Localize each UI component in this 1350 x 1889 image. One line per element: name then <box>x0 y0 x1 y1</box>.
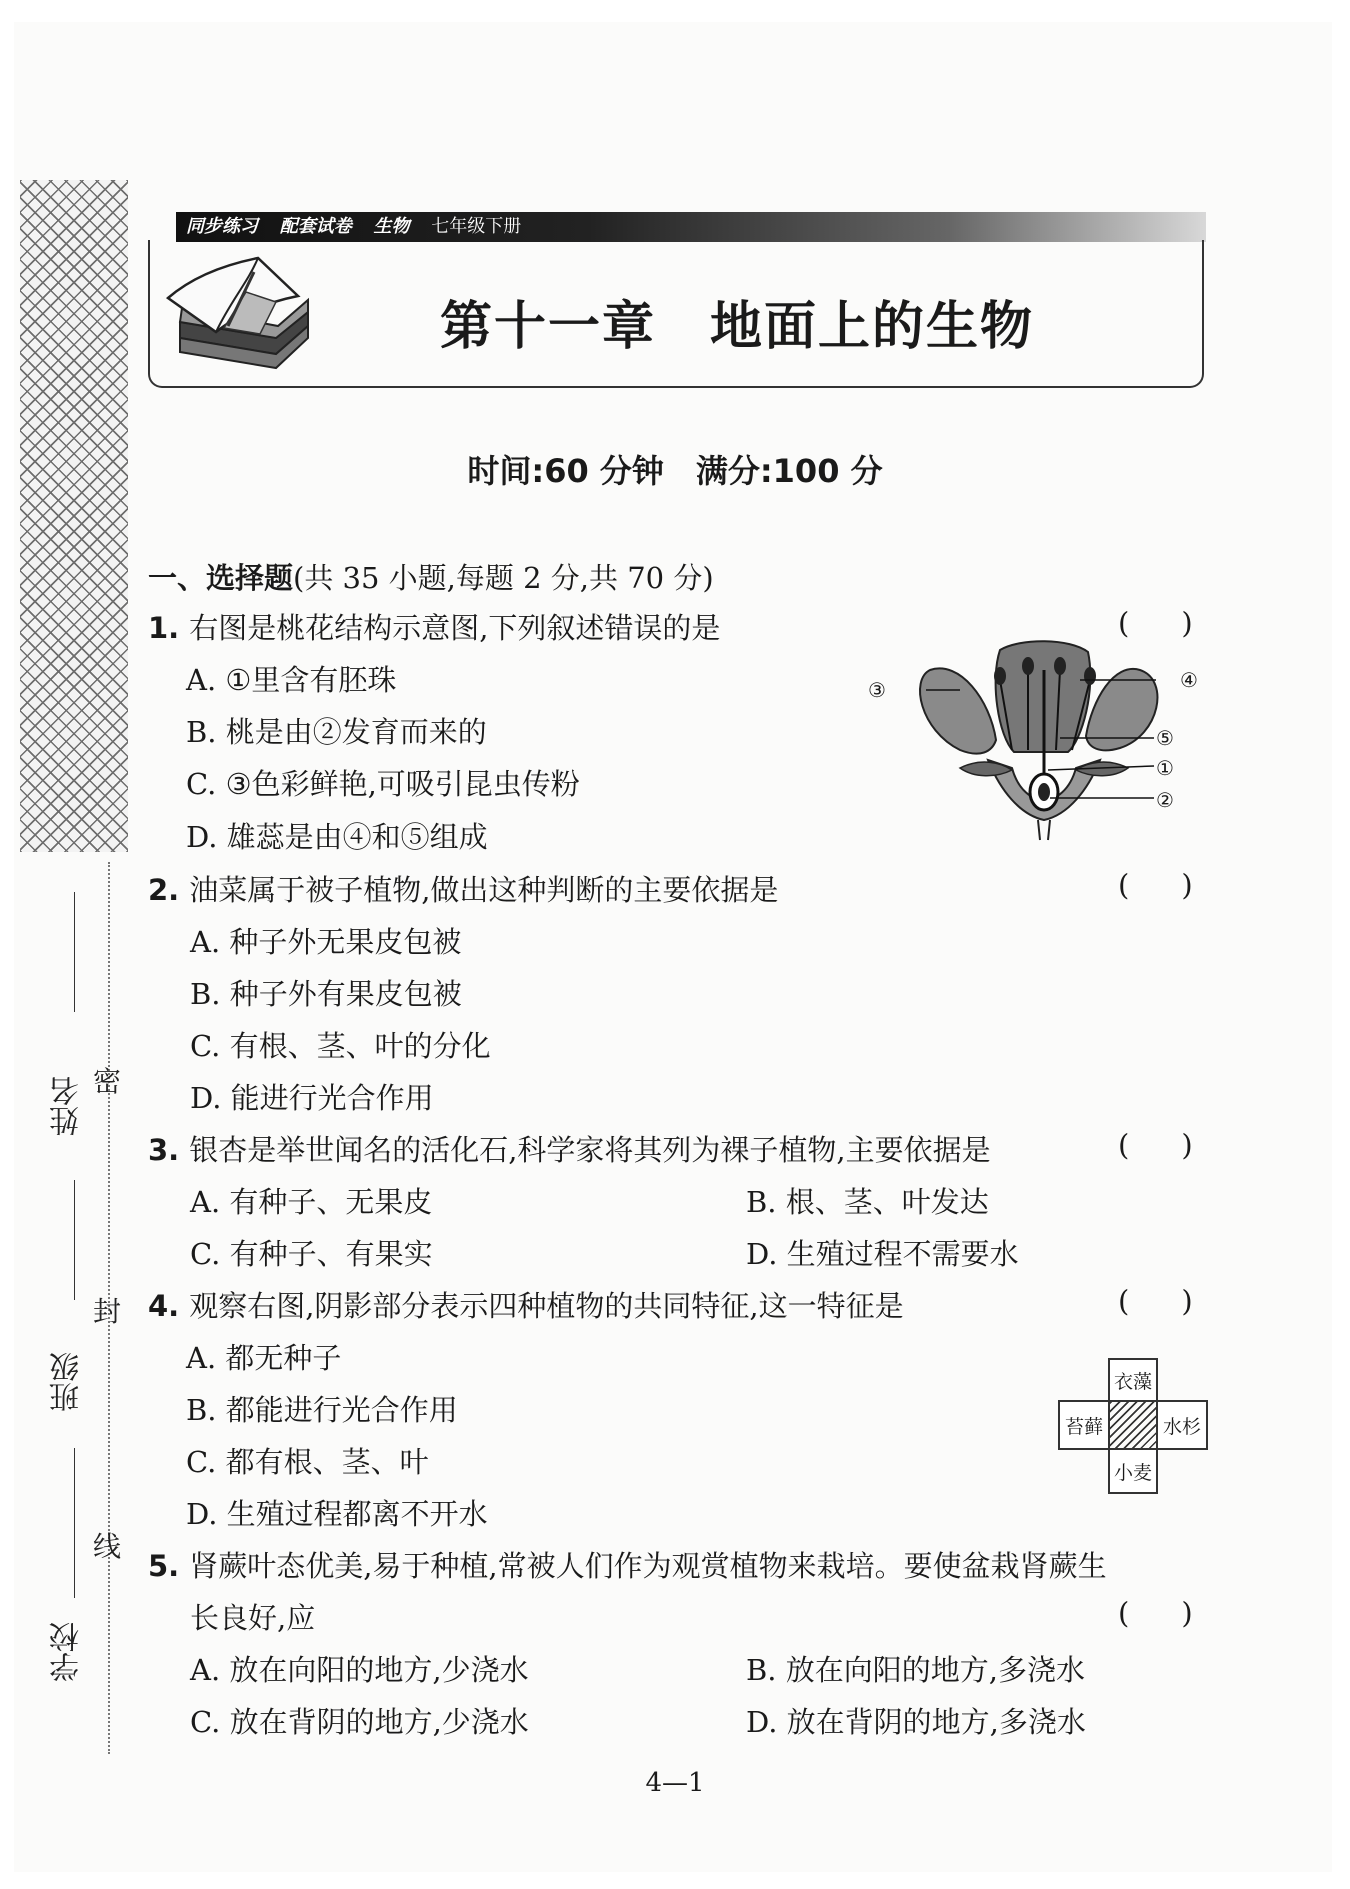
exam-time-score: 时间:60 分钟 满分:100 分 <box>467 452 883 490</box>
option-3b: B. 根、茎、叶发达 <box>746 1185 989 1219</box>
plant-box-chlamydomonas: 衣藻 <box>1108 1358 1158 1402</box>
question-2 <box>148 868 778 909</box>
shared-trait-shaded-area <box>1108 1400 1158 1450</box>
series-tag: 同步练习 <box>186 216 258 237</box>
series-tag: 配套试卷 <box>279 216 352 237</box>
option-4b: B. 都能进行光合作用 <box>186 1393 458 1427</box>
seal-char-mi: 密 <box>93 1065 122 1098</box>
option-2d: D. 能进行光合作用 <box>190 1081 434 1115</box>
seal-char-xian: 线 <box>93 1530 122 1563</box>
option-5c: C. 放在背阴的地方,少浇水 <box>190 1705 529 1739</box>
question-number: 3. <box>148 1133 180 1167</box>
flower-label-2: ② <box>1156 788 1174 812</box>
option-1a: A. ①里含有胚珠 <box>186 663 397 697</box>
question-stem: 油菜属于被子植物,做出这种判断的主要依据是 <box>189 873 779 907</box>
question-stem: 银杏是举世闻名的活化石,科学家将其列为裸子植物,主要依据是 <box>189 1133 991 1167</box>
answer-blank-5[interactable]: ( ) <box>1118 1596 1193 1630</box>
option-2a: A. 种子外无果皮包被 <box>190 925 462 959</box>
option-3a: A. 有种子、无果皮 <box>190 1185 433 1219</box>
section-note: (共 35 小题,每题 2 分,共 70 分) <box>293 561 714 595</box>
plant-box-wheat: 小麦 <box>1108 1448 1158 1494</box>
flower-label-1: ① <box>1156 756 1174 780</box>
answer-blank-1[interactable]: ( ) <box>1118 606 1193 640</box>
chapter-title: 第十一章 地面上的生物 <box>440 297 1035 357</box>
question-1 <box>148 606 720 647</box>
decorative-pattern-strip <box>20 180 128 852</box>
option-2c: C. 有根、茎、叶的分化 <box>190 1029 491 1063</box>
question-number: 2. <box>148 873 180 907</box>
answer-blank-4[interactable]: ( ) <box>1118 1284 1193 1318</box>
flower-label-5: ⑤ <box>1156 726 1174 750</box>
name-label: 姓名 <box>50 1076 85 1136</box>
question-5-continued: 长良好,应 <box>190 1601 316 1635</box>
option-5a: A. 放在向阳的地方,少浇水 <box>190 1653 529 1687</box>
plant-box-metasequoia: 水杉 <box>1156 1400 1208 1450</box>
option-1c: C. ③色彩鲜艳,可吸引昆虫传粉 <box>186 767 580 801</box>
question-number: 5. <box>148 1549 180 1583</box>
school-fill-line <box>74 1448 75 1598</box>
seal-char-feng: 封 <box>93 1295 122 1328</box>
option-5b: B. 放在向阳的地方,多浇水 <box>746 1653 1085 1687</box>
class-fill-line <box>74 1180 75 1300</box>
flower-label-4: ④ <box>1180 668 1198 692</box>
option-2b: B. 种子外有果皮包被 <box>190 977 462 1011</box>
option-4d: D. 生殖过程都离不开水 <box>186 1497 488 1531</box>
class-label: 班级 <box>50 1352 85 1412</box>
question-4 <box>148 1284 904 1325</box>
question-5 <box>148 1544 1107 1585</box>
question-stem: 右图是桃花结构示意图,下列叙述错误的是 <box>189 611 721 645</box>
option-3c: C. 有种子、有果实 <box>190 1237 433 1271</box>
school-label: 学校 <box>50 1622 85 1682</box>
option-4a: A. 都无种子 <box>186 1341 342 1375</box>
section-title: 一、选择题 <box>148 561 294 595</box>
series-tag: 生物 <box>373 216 410 237</box>
question-number: 1. <box>148 611 180 645</box>
peach-flower-diagram <box>900 640 1200 850</box>
question-stem: 肾蕨叶态优美,易于种植,常被人们作为观赏植物来栽培。要使盆栽肾蕨生 <box>189 1549 1107 1583</box>
books-icon <box>158 252 318 372</box>
section-heading <box>148 556 714 597</box>
answer-blank-3[interactable]: ( ) <box>1118 1128 1193 1162</box>
option-4c: C. 都有根、茎、叶 <box>186 1445 429 1479</box>
question-number: 4. <box>148 1289 180 1323</box>
question-stem: 观察右图,阴影部分表示四种植物的共同特征,这一特征是 <box>189 1289 904 1323</box>
option-1b: B. 桃是由②发育而来的 <box>186 715 487 749</box>
option-5d: D. 放在背阴的地方,多浇水 <box>746 1705 1086 1739</box>
flower-label-3: ③ <box>868 678 886 702</box>
page-number: 4—1 <box>645 1768 705 1798</box>
plant-box-moss: 苔藓 <box>1058 1400 1110 1450</box>
grade-tag: 七年级下册 <box>431 216 522 237</box>
option-3d: D. 生殖过程不需要水 <box>746 1237 1019 1271</box>
answer-blank-2[interactable]: ( ) <box>1118 868 1193 902</box>
series-header-band <box>176 212 1206 242</box>
name-fill-line <box>74 892 75 1012</box>
option-1d: D. 雄蕊是由④和⑤组成 <box>186 820 488 854</box>
question-3 <box>148 1128 991 1169</box>
